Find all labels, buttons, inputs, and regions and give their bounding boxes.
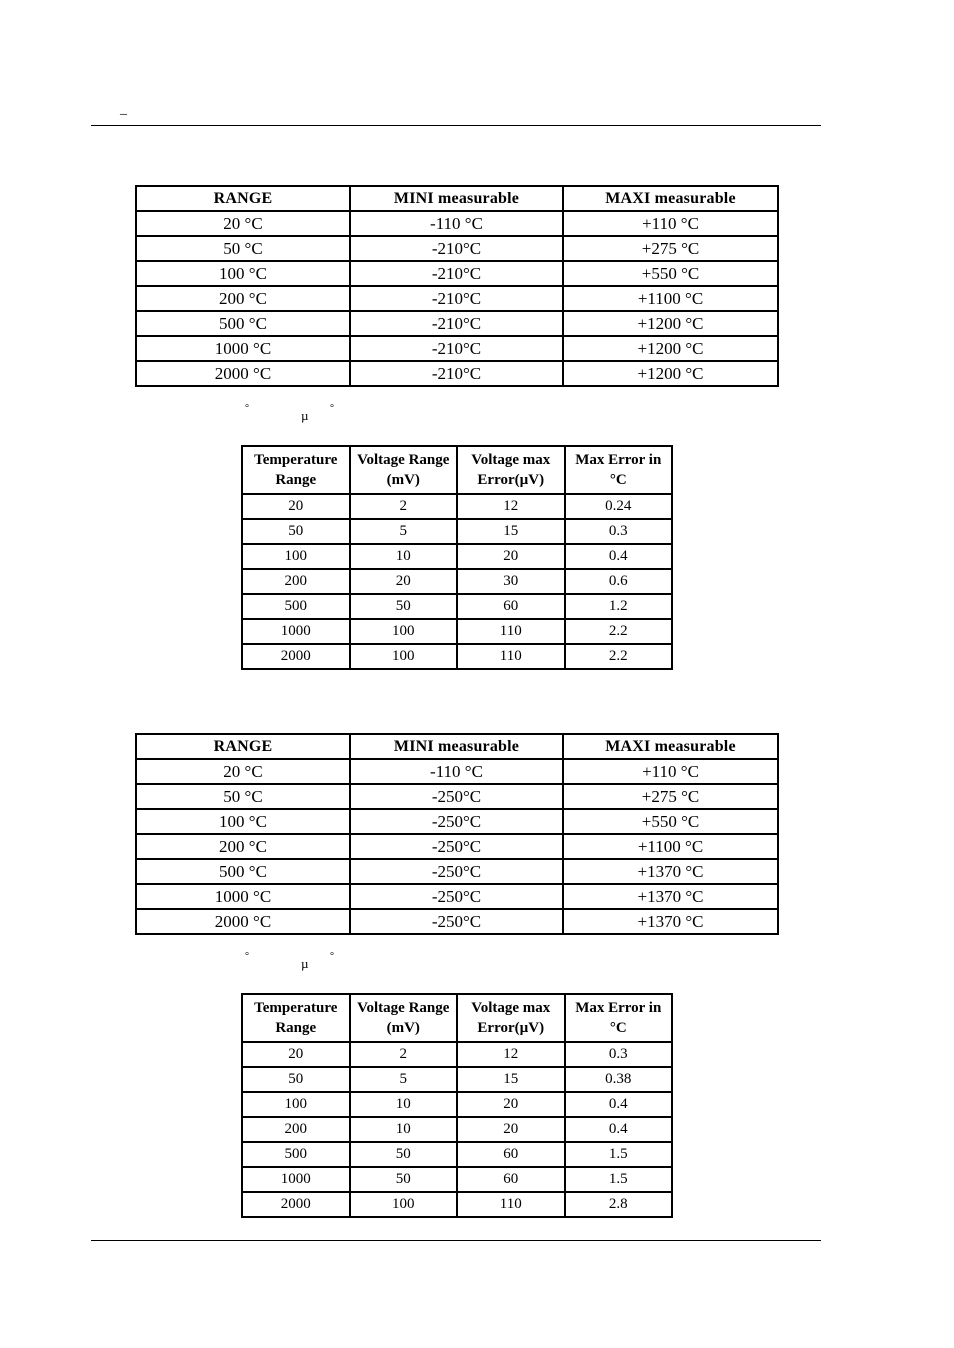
table-row	[242, 644, 672, 669]
table-cell: 50 °C	[136, 784, 350, 809]
caption-2-micro: µ	[301, 956, 309, 971]
table-row	[242, 1042, 672, 1067]
table-row	[136, 859, 778, 884]
table-header-row	[136, 186, 778, 211]
table-cell: -210°C	[350, 286, 563, 311]
table-cell: 0.4	[565, 544, 673, 569]
table-cell: 20	[457, 1092, 565, 1117]
error-table-2	[241, 993, 673, 1218]
table-cell: 20 °C	[136, 211, 350, 236]
column-header: Temperature Range	[242, 446, 350, 494]
table-row	[136, 784, 778, 809]
table-cell: +1200 °C	[563, 336, 778, 361]
table-cell: 20	[242, 1042, 350, 1067]
table-row	[136, 759, 778, 784]
table-row	[242, 1192, 672, 1217]
table-cell: +110 °C	[563, 211, 778, 236]
table-cell: 15	[457, 1067, 565, 1092]
table-cell: -250°C	[350, 909, 563, 934]
table-cell: 0.3	[565, 1042, 673, 1067]
table-cell: -210°C	[350, 361, 563, 386]
table-row	[136, 884, 778, 909]
table-cell: 10	[350, 1117, 458, 1142]
column-header: Voltage Range (mV)	[350, 446, 458, 494]
table-cell: 1000	[242, 619, 350, 644]
table-header-row	[242, 994, 672, 1042]
table-cell: -210°C	[350, 236, 563, 261]
table-cell: 110	[457, 619, 565, 644]
table-cell: 1.5	[565, 1167, 673, 1192]
table-cell: 200 °C	[136, 286, 350, 311]
table-row	[242, 594, 672, 619]
caption-1-degree-b: °	[330, 403, 334, 414]
caption-2-degree-a: °	[245, 951, 249, 962]
error-table-1	[241, 445, 673, 670]
table-cell: 1000	[242, 1167, 350, 1192]
table-cell: 20	[457, 1117, 565, 1142]
table-cell: +1370 °C	[563, 884, 778, 909]
table-cell: +1200 °C	[563, 311, 778, 336]
table-cell: 100 °C	[136, 261, 350, 286]
table-cell: -250°C	[350, 784, 563, 809]
table-row	[136, 361, 778, 386]
table-row	[136, 834, 778, 859]
table-cell: 110	[457, 644, 565, 669]
table-cell: 50	[350, 594, 458, 619]
caption-2-degree-b: °	[330, 951, 334, 962]
table-cell: -250°C	[350, 809, 563, 834]
column-header: Voltage max Error(µV)	[457, 994, 565, 1042]
column-header: Max Error in °C	[565, 446, 673, 494]
table-cell: -250°C	[350, 884, 563, 909]
table-cell: 20	[457, 544, 565, 569]
table-cell: +110 °C	[563, 759, 778, 784]
table-cell: 5	[350, 519, 458, 544]
table-cell: 1.2	[565, 594, 673, 619]
header-mark: _	[120, 102, 127, 117]
table-cell: 10	[350, 544, 458, 569]
column-header: Voltage Range (mV)	[350, 994, 458, 1042]
table-cell: +550 °C	[563, 261, 778, 286]
table-cell: 200 °C	[136, 834, 350, 859]
table-cell: 50	[350, 1167, 458, 1192]
table-cell: +275 °C	[563, 236, 778, 261]
table-cell: 100	[350, 644, 458, 669]
column-header: RANGE	[136, 186, 350, 211]
header-rule	[91, 125, 821, 126]
table-row	[136, 809, 778, 834]
table-cell: 500 °C	[136, 311, 350, 336]
table-cell: -110 °C	[350, 759, 563, 784]
table-row	[136, 286, 778, 311]
table-cell: 1000 °C	[136, 336, 350, 361]
table-cell: +1100 °C	[563, 286, 778, 311]
table-cell: 50	[242, 519, 350, 544]
table-cell: 500	[242, 1142, 350, 1167]
table-cell: -250°C	[350, 834, 563, 859]
table-cell: 2	[350, 494, 458, 519]
table-cell: 100	[242, 544, 350, 569]
table-cell: 0.24	[565, 494, 673, 519]
table-cell: 5	[350, 1067, 458, 1092]
column-header: MAXI measurable	[563, 186, 778, 211]
table-cell: 100	[350, 1192, 458, 1217]
table-cell: +275 °C	[563, 784, 778, 809]
table-cell: 50	[350, 1142, 458, 1167]
caption-1-degree-a: °	[245, 403, 249, 414]
caption-1-micro: µ	[301, 408, 309, 423]
footer-rule	[91, 1240, 821, 1241]
table-cell: 20	[350, 569, 458, 594]
table-cell: 200	[242, 569, 350, 594]
column-header: MAXI measurable	[563, 734, 778, 759]
table-cell: 12	[457, 1042, 565, 1067]
table-cell: +1370 °C	[563, 909, 778, 934]
table-cell: 2000 °C	[136, 909, 350, 934]
table-cell: 20 °C	[136, 759, 350, 784]
table-cell: 2000 °C	[136, 361, 350, 386]
table-row	[242, 544, 672, 569]
table-cell: -210°C	[350, 336, 563, 361]
table-cell: 0.4	[565, 1117, 673, 1142]
table-cell: 500	[242, 594, 350, 619]
table-cell: 12	[457, 494, 565, 519]
table-row	[136, 236, 778, 261]
table-row	[242, 1142, 672, 1167]
table-row	[242, 1067, 672, 1092]
table-cell: 0.3	[565, 519, 673, 544]
table-cell: 0.6	[565, 569, 673, 594]
table-cell: 50	[242, 1067, 350, 1092]
table-cell: 60	[457, 1142, 565, 1167]
table-cell: 0.4	[565, 1092, 673, 1117]
column-header: Max Error in °C	[565, 994, 673, 1042]
table-cell: 500 °C	[136, 859, 350, 884]
table-row	[242, 1167, 672, 1192]
table-row	[136, 261, 778, 286]
table-cell: -210°C	[350, 261, 563, 286]
table-cell: 2000	[242, 1192, 350, 1217]
table-row	[242, 569, 672, 594]
table-row	[242, 494, 672, 519]
column-header: MINI measurable	[350, 186, 563, 211]
table-cell: 1000 °C	[136, 884, 350, 909]
table-cell: 50 °C	[136, 236, 350, 261]
table-row	[242, 1092, 672, 1117]
table-cell: 100	[242, 1092, 350, 1117]
table-cell: -110 °C	[350, 211, 563, 236]
table-cell: -250°C	[350, 859, 563, 884]
table-cell: 15	[457, 519, 565, 544]
table-cell: +550 °C	[563, 809, 778, 834]
table-cell: 2.2	[565, 619, 673, 644]
table-header-row	[242, 446, 672, 494]
range-table-2	[135, 733, 779, 935]
table-row	[242, 1117, 672, 1142]
table-cell: -210°C	[350, 311, 563, 336]
column-header: Temperature Range	[242, 994, 350, 1042]
table-cell: 2	[350, 1042, 458, 1067]
table-row	[242, 519, 672, 544]
range-table-1	[135, 185, 779, 387]
table-row	[136, 909, 778, 934]
table-cell: 2000	[242, 644, 350, 669]
table-header-row	[136, 734, 778, 759]
table-cell: 60	[457, 594, 565, 619]
table-cell: 60	[457, 1167, 565, 1192]
table-cell: 30	[457, 569, 565, 594]
column-header: RANGE	[136, 734, 350, 759]
table-cell: 200	[242, 1117, 350, 1142]
table-cell: 0.38	[565, 1067, 673, 1092]
table-cell: 2.2	[565, 644, 673, 669]
table-cell: +1200 °C	[563, 361, 778, 386]
table-cell: +1100 °C	[563, 834, 778, 859]
table-cell: +1370 °C	[563, 859, 778, 884]
table-cell: 1.5	[565, 1142, 673, 1167]
column-header: Voltage max Error(µV)	[457, 446, 565, 494]
table-row	[242, 619, 672, 644]
table-cell: 10	[350, 1092, 458, 1117]
table-cell: 110	[457, 1192, 565, 1217]
table-cell: 2.8	[565, 1192, 673, 1217]
table-cell: 100 °C	[136, 809, 350, 834]
table-cell: 100	[350, 619, 458, 644]
table-row	[136, 311, 778, 336]
table-cell: 20	[242, 494, 350, 519]
column-header: MINI measurable	[350, 734, 563, 759]
table-row	[136, 211, 778, 236]
table-row	[136, 336, 778, 361]
